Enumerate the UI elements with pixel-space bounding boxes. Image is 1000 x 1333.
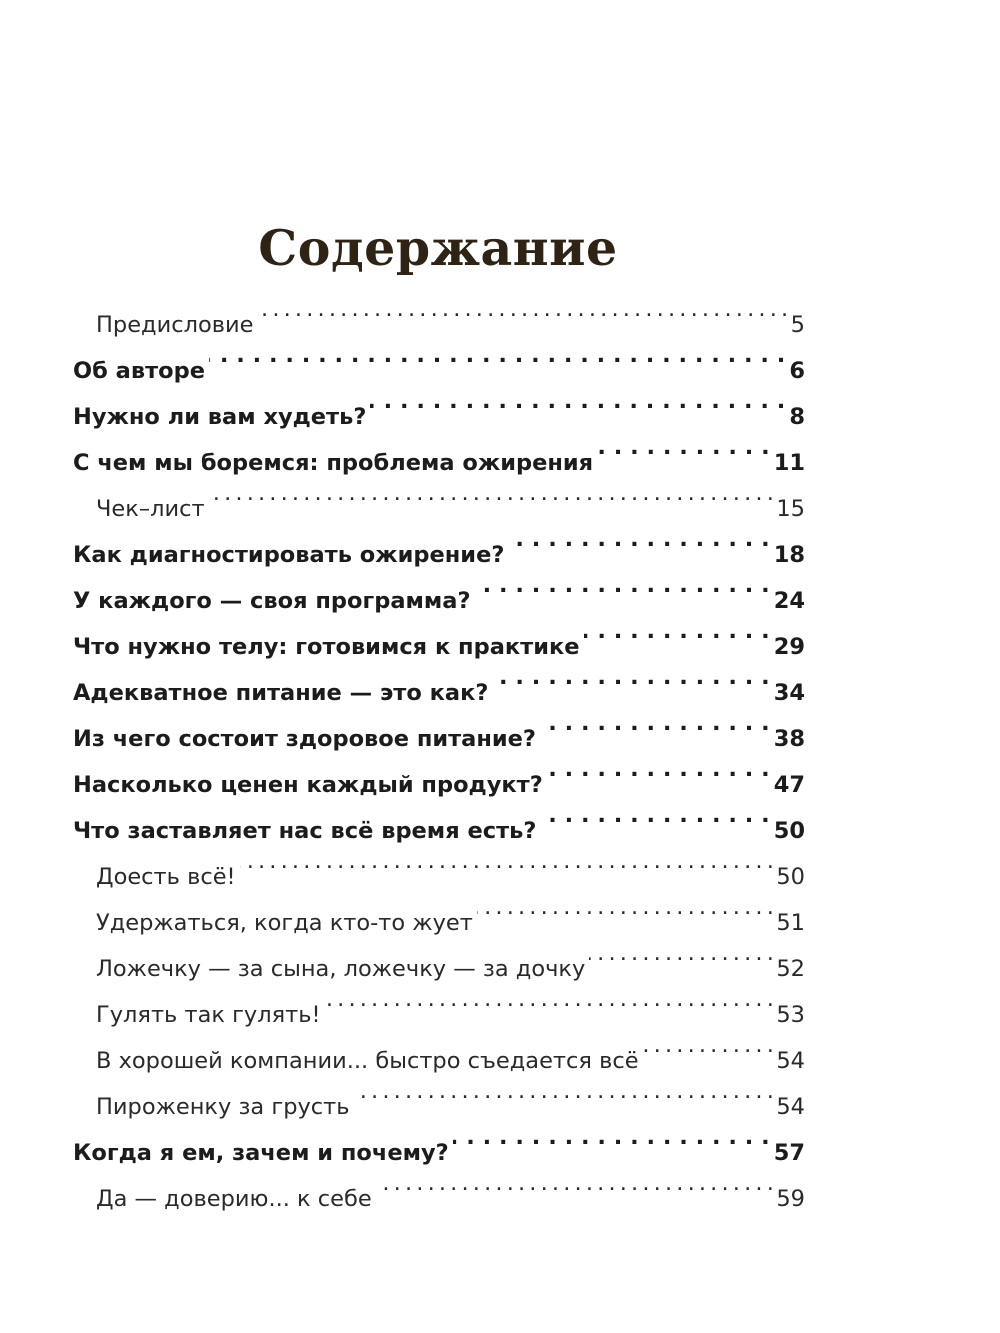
toc-entry-label: Из чего состоит здоровое питание? [73, 726, 536, 752]
toc-entry-label: Чек–лист [96, 496, 205, 522]
toc-entry-page: 59 [776, 1186, 805, 1212]
toc-entry-page: 34 [773, 680, 805, 706]
toc-entry-page: 54 [776, 1094, 805, 1120]
toc-entry-label: Когда я ем, зачем и почему? [73, 1140, 449, 1166]
toc-entry-label: Адекватное питание — это как? [73, 680, 489, 706]
toc-entry-page: 11 [773, 450, 805, 476]
page-title: Содержание [258, 219, 618, 277]
dot-leader [209, 332, 785, 378]
toc-entry-page: 15 [776, 496, 805, 522]
toc-entry-page: 5 [790, 312, 805, 338]
toc-entry-page: 53 [776, 1002, 805, 1028]
dot-leader [589, 930, 772, 976]
toc-entry-page: 38 [773, 726, 805, 752]
dot-leader [453, 1114, 770, 1160]
toc-entry-label: Удержаться, когда кто-то жует [96, 910, 473, 936]
dot-leader [643, 1022, 773, 1068]
dot-leader [325, 976, 773, 1022]
dot-leader [547, 746, 770, 792]
dot-leader [209, 470, 773, 516]
dot-leader [240, 838, 773, 884]
toc-entry-page: 51 [776, 910, 805, 936]
dot-leader [584, 608, 770, 654]
dot-leader [477, 884, 773, 930]
toc-entry-page: 52 [776, 956, 805, 982]
toc-entry-label: Да — доверию... к себе [96, 1186, 372, 1212]
dot-leader [540, 700, 770, 746]
toc-entry-page: 54 [776, 1048, 805, 1074]
toc-entry-label: Доесть всё! [96, 864, 236, 890]
toc-entry-label: Об авторе [73, 358, 205, 384]
toc-entry-page: 50 [773, 818, 805, 844]
dot-leader [475, 562, 770, 608]
toc-entry-label: Как диагностировать ожирение? [73, 542, 505, 568]
toc-entry-label: Предисловие [96, 312, 254, 338]
dot-leader [492, 654, 769, 700]
toc-entry-page: 47 [773, 772, 805, 798]
table-of-contents [73, 286, 805, 1212]
toc-entry-label: Что заставляет нас всё время есть? [73, 818, 537, 844]
toc-entry-page: 50 [776, 864, 805, 890]
toc-entry-page: 24 [773, 588, 805, 614]
toc-entry-page: 18 [773, 542, 805, 568]
toc-entry-label: Нужно ли вам худеть? [73, 404, 367, 430]
toc-entry-label: В хорошей компании... быстро съедается всё [96, 1048, 639, 1074]
toc-entry-label: Ложечку — за сына, ложечку — за дочку [96, 956, 586, 982]
dot-leader [597, 424, 770, 470]
dot-leader [354, 1068, 773, 1114]
toc-entry[interactable] [73, 286, 805, 338]
dot-leader [257, 286, 786, 332]
toc-entry-page: 6 [789, 358, 805, 384]
dot-leader [376, 1160, 773, 1206]
toc-entry-label: У каждого — своя программа? [73, 588, 471, 614]
dot-leader [540, 792, 769, 838]
toc-entry-label: Пироженку за грусть [96, 1094, 350, 1120]
toc-entry-page: 57 [773, 1140, 805, 1166]
toc-entry-page: 29 [773, 634, 805, 660]
toc-entry-label: Что нужно телу: готовимся к практике [73, 634, 580, 660]
dot-leader [370, 378, 785, 424]
toc-entry-label: С чем мы боремся: проблема ожирения [73, 450, 594, 476]
dot-leader [508, 516, 769, 562]
toc-entry-page: 8 [789, 404, 805, 430]
toc-entry-label: Насколько ценен каждый продукт? [73, 772, 543, 798]
toc-entry-label: Гулять так гулять! [96, 1002, 321, 1028]
